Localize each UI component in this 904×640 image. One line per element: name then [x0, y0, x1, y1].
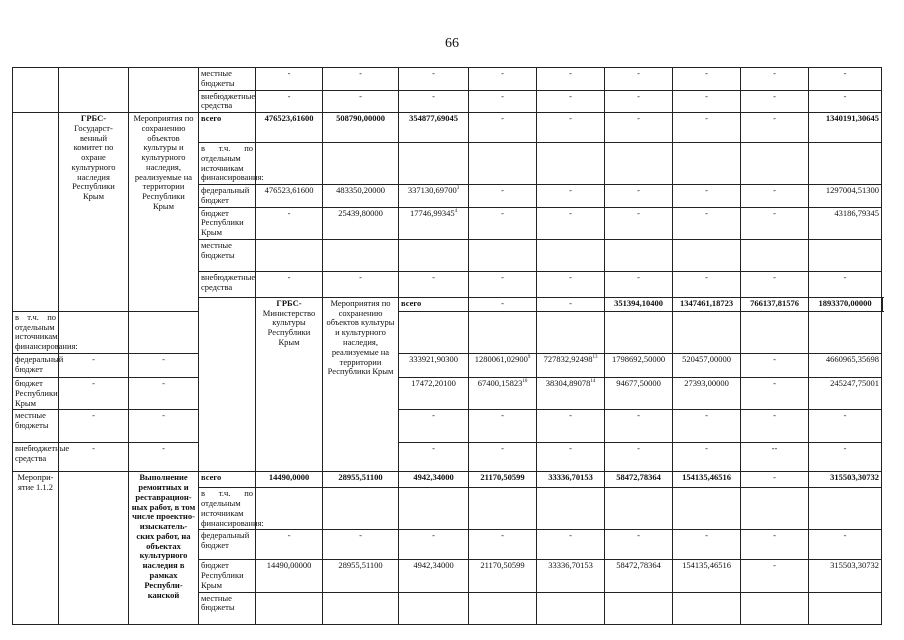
- value-cell: [673, 311, 741, 353]
- value-cell: -: [469, 410, 537, 443]
- value-cell: -: [399, 68, 469, 91]
- value-cell: [741, 239, 809, 271]
- value-cell: -: [809, 271, 882, 297]
- value-cell: -: [256, 68, 323, 91]
- value-cell: [129, 311, 199, 353]
- value-cell: [537, 143, 605, 185]
- value-cell: -: [741, 68, 809, 91]
- value-cell: [741, 488, 809, 530]
- value-cell: [605, 311, 673, 353]
- source-cell: бюджет Республики Крым: [199, 560, 256, 592]
- table-row: [13, 113, 883, 143]
- value-cell: -: [673, 410, 741, 443]
- value-cell: [323, 239, 399, 271]
- value-cell: [323, 488, 399, 530]
- grbs-cell: [59, 472, 129, 624]
- value-cell: -: [605, 271, 673, 297]
- value-cell: -: [469, 207, 537, 239]
- value-cell: -: [399, 271, 469, 297]
- source-cell: в т.ч. по отдельным источникам финансирования:: [199, 488, 256, 530]
- source-cell: в т.ч. по отдельным источникам финансирования:: [13, 311, 59, 353]
- grbs-cell: [59, 68, 129, 113]
- value-cell: -: [537, 530, 605, 560]
- value-cell: 483350,20000: [323, 185, 399, 208]
- value-cell: -: [537, 297, 605, 311]
- value-cell: 354877,69045: [399, 113, 469, 143]
- value-cell: -: [673, 68, 741, 91]
- value-cell: 67400,15823$^{10}$: [469, 378, 537, 410]
- value-cell: 58472,78364: [605, 560, 673, 592]
- value-cell: [323, 143, 399, 185]
- value-cell: -: [673, 530, 741, 560]
- value-cell: 1297004,51300: [809, 185, 882, 208]
- value-cell: [399, 143, 469, 185]
- value-cell: -: [256, 90, 323, 113]
- value-cell: -: [323, 530, 399, 560]
- value-cell: 508790,00000: [323, 113, 399, 143]
- value-cell: [469, 488, 537, 530]
- row-num-cell: [13, 113, 59, 312]
- value-cell: -: [741, 410, 809, 443]
- value-cell: -: [399, 410, 469, 443]
- value-cell: [469, 592, 537, 624]
- value-cell: 14490,0000: [256, 472, 323, 488]
- value-cell: -: [741, 185, 809, 208]
- value-cell: 4660965,35698: [809, 354, 882, 378]
- table-row: [13, 311, 883, 353]
- measure-cell: Мероприятия по сохранению объектов культуры и культурного наследия, реализуемые на территории Республики Крым: [323, 297, 399, 471]
- value-cell: 245247,75001: [809, 378, 882, 410]
- value-cell: [256, 592, 323, 624]
- value-cell: -: [605, 185, 673, 208]
- measure-cell: Выполнение ремонтных и реставрацион-ных работ, в том числе проектно-изыскатель-ских работ, на объектах культурного наследия в рамках Республи-канской: [129, 472, 199, 624]
- value-cell: -: [537, 271, 605, 297]
- source-cell: внебюджетные средства: [13, 443, 59, 472]
- value-cell: -: [809, 410, 882, 443]
- value-cell: 21170,50599: [469, 472, 537, 488]
- value-cell: -: [537, 68, 605, 91]
- value-cell: -: [537, 113, 605, 143]
- value-cell: 43186,79345: [809, 207, 882, 239]
- value-cell: [809, 592, 882, 624]
- value-cell: -: [605, 90, 673, 113]
- value-cell: [537, 488, 605, 530]
- value-cell: -: [399, 530, 469, 560]
- value-cell: [741, 143, 809, 185]
- value-cell: -: [809, 68, 882, 91]
- value-cell: 337130,69700$^3$: [399, 185, 469, 208]
- value-cell: [256, 488, 323, 530]
- value-cell: [537, 239, 605, 271]
- value-cell: -: [741, 560, 809, 592]
- value-cell: -: [605, 443, 673, 472]
- value-cell: [809, 488, 882, 530]
- value-cell: -: [673, 271, 741, 297]
- value-cell: 476523,61600: [256, 113, 323, 143]
- value-cell: [605, 488, 673, 530]
- value-cell: [399, 592, 469, 624]
- value-cell: [537, 592, 605, 624]
- source-cell: федеральный бюджет: [199, 185, 256, 208]
- value-cell: -: [741, 113, 809, 143]
- value-cell: -: [537, 185, 605, 208]
- value-cell: -: [59, 410, 129, 443]
- value-cell: -: [323, 68, 399, 91]
- value-cell: 727832,92498$^{13}$: [537, 354, 605, 378]
- source-cell: внебюджетные средства: [199, 90, 256, 113]
- value-cell: 17746,99345$^4$: [399, 207, 469, 239]
- value-cell: -: [537, 443, 605, 472]
- value-cell: [469, 143, 537, 185]
- value-cell: [469, 311, 537, 353]
- source-cell: бюджет Республики Крым: [199, 207, 256, 239]
- value-cell: -: [129, 443, 199, 472]
- value-cell: -: [469, 530, 537, 560]
- value-cell: [605, 143, 673, 185]
- value-cell: [809, 239, 882, 271]
- value-cell: -: [741, 354, 809, 378]
- value-cell: 33336,70153: [537, 472, 605, 488]
- table-row: [13, 378, 883, 410]
- budget-table: [12, 67, 883, 625]
- value-cell: -: [605, 530, 673, 560]
- source-cell: всего: [199, 472, 256, 488]
- source-cell: внебюджетные средства: [199, 271, 256, 297]
- value-cell: -: [673, 90, 741, 113]
- value-cell: 38304,89078$^{14}$: [537, 378, 605, 410]
- value-cell: -: [129, 354, 199, 378]
- value-cell: -: [256, 271, 323, 297]
- value-cell: -: [673, 185, 741, 208]
- value-cell: -: [59, 354, 129, 378]
- value-cell: -: [741, 90, 809, 113]
- value-cell: [673, 592, 741, 624]
- value-cell: 14490,00000: [256, 560, 323, 592]
- value-cell: -: [256, 207, 323, 239]
- value-cell: -: [256, 530, 323, 560]
- value-cell: -: [129, 410, 199, 443]
- value-cell: -: [605, 207, 673, 239]
- value-cell: 4942,34000: [399, 472, 469, 488]
- value-cell: [256, 143, 323, 185]
- value-cell: -: [809, 530, 882, 560]
- value-cell: 766137,81576: [741, 297, 809, 311]
- value-cell: -: [59, 378, 129, 410]
- value-cell: -: [605, 113, 673, 143]
- value-cell: 27393,00000: [673, 378, 741, 410]
- value-cell: -: [469, 90, 537, 113]
- value-cell: [809, 143, 882, 185]
- value-cell: -: [605, 68, 673, 91]
- value-cell: [605, 592, 673, 624]
- value-cell: -: [741, 472, 809, 488]
- table-row: [13, 410, 883, 443]
- source-cell: в т.ч. по отдельным источникам финансирования:: [199, 143, 256, 185]
- value-cell: -: [323, 90, 399, 113]
- value-cell: [673, 143, 741, 185]
- value-cell: 1893370,00000: [809, 297, 882, 311]
- page-number: 66: [445, 36, 459, 51]
- value-cell: -: [537, 90, 605, 113]
- value-cell: 58472,78364: [605, 472, 673, 488]
- value-cell: 33336,70153: [537, 560, 605, 592]
- value-cell: -: [469, 68, 537, 91]
- value-cell: -: [673, 113, 741, 143]
- value-cell: -: [469, 443, 537, 472]
- row-num-cell: Меропри-ятие 1.1.2: [13, 472, 59, 624]
- value-cell: 476523,61600: [256, 185, 323, 208]
- table-row: [13, 354, 883, 378]
- value-cell: 333921,90300: [399, 354, 469, 378]
- row-num-cell: [199, 297, 256, 471]
- table-row: [13, 472, 883, 488]
- value-cell: [256, 239, 323, 271]
- source-cell: всего: [399, 297, 469, 311]
- value-cell: 28955,51100: [323, 472, 399, 488]
- value-cell: 1347461,18723: [673, 297, 741, 311]
- source-cell: федеральный бюджет: [13, 354, 59, 378]
- value-cell: -: [673, 207, 741, 239]
- value-cell: -: [741, 207, 809, 239]
- value-cell: -: [537, 410, 605, 443]
- value-cell: -: [469, 113, 537, 143]
- value-cell: [809, 311, 882, 353]
- source-cell: местные бюджеты: [199, 239, 256, 271]
- row-num-cell: [13, 68, 59, 113]
- value-cell: -: [605, 410, 673, 443]
- value-cell: 315503,30732: [809, 472, 882, 488]
- value-cell: 4942,34000: [399, 560, 469, 592]
- value-cell: -: [673, 443, 741, 472]
- value-cell: 28955,51100: [323, 560, 399, 592]
- value-cell: [323, 592, 399, 624]
- value-cell: [605, 239, 673, 271]
- grbs-cell: ГРБС- Государст- венный комитет по охране культурного наследия Республики Крым: [59, 113, 129, 312]
- measure-cell: Мероприятия по сохранению объектов культуры и культурного наследия, реализуемые на территории Республики Крым: [129, 113, 199, 312]
- value-cell: -: [741, 378, 809, 410]
- value-cell: 25439,80000: [323, 207, 399, 239]
- value-cell: -: [399, 90, 469, 113]
- source-cell: местные бюджеты: [199, 592, 256, 624]
- value-cell: -: [741, 271, 809, 297]
- value-cell: 1798692,50000: [605, 354, 673, 378]
- value-cell: -: [469, 297, 537, 311]
- value-cell: [741, 311, 809, 353]
- value-cell: [469, 239, 537, 271]
- value-cell: -: [59, 443, 129, 472]
- source-cell: бюджет Республики Крым: [13, 378, 59, 410]
- value-cell: 17472,20100: [399, 378, 469, 410]
- source-cell: всего: [199, 113, 256, 143]
- value-cell: --: [741, 443, 809, 472]
- value-cell: [673, 488, 741, 530]
- value-cell: 154135,46516: [673, 560, 741, 592]
- value-cell: [537, 311, 605, 353]
- grbs-cell: ГРБС- Министерство культуры Республики Крым: [256, 297, 323, 471]
- value-cell: [673, 239, 741, 271]
- value-cell: [741, 592, 809, 624]
- value-cell: -: [129, 378, 199, 410]
- source-cell: местные бюджеты: [13, 410, 59, 443]
- value-cell: -: [741, 530, 809, 560]
- value-cell: 21170,50599: [469, 560, 537, 592]
- value-cell: 351394,10400: [605, 297, 673, 311]
- value-cell: 1340191,30645: [809, 113, 882, 143]
- value-cell: 520457,00000: [673, 354, 741, 378]
- table-row: [13, 443, 883, 472]
- value-cell: -: [469, 185, 537, 208]
- measure-cell: [129, 68, 199, 113]
- value-cell: [399, 488, 469, 530]
- value-cell: -: [809, 90, 882, 113]
- source-cell: федеральный бюджет: [199, 530, 256, 560]
- table-row: [13, 68, 883, 91]
- value-cell: -: [399, 443, 469, 472]
- value-cell: 315503,30732: [809, 560, 882, 592]
- value-cell: [399, 311, 469, 353]
- source-cell: местные бюджеты: [199, 68, 256, 91]
- value-cell: -: [809, 443, 882, 472]
- value-cell: -: [323, 271, 399, 297]
- value-cell: -: [469, 271, 537, 297]
- value-cell: 94677,50000: [605, 378, 673, 410]
- value-cell: 154135,46516: [673, 472, 741, 488]
- value-cell: -: [537, 207, 605, 239]
- value-cell: 1280061,02900$^9$: [469, 354, 537, 378]
- value-cell: [399, 239, 469, 271]
